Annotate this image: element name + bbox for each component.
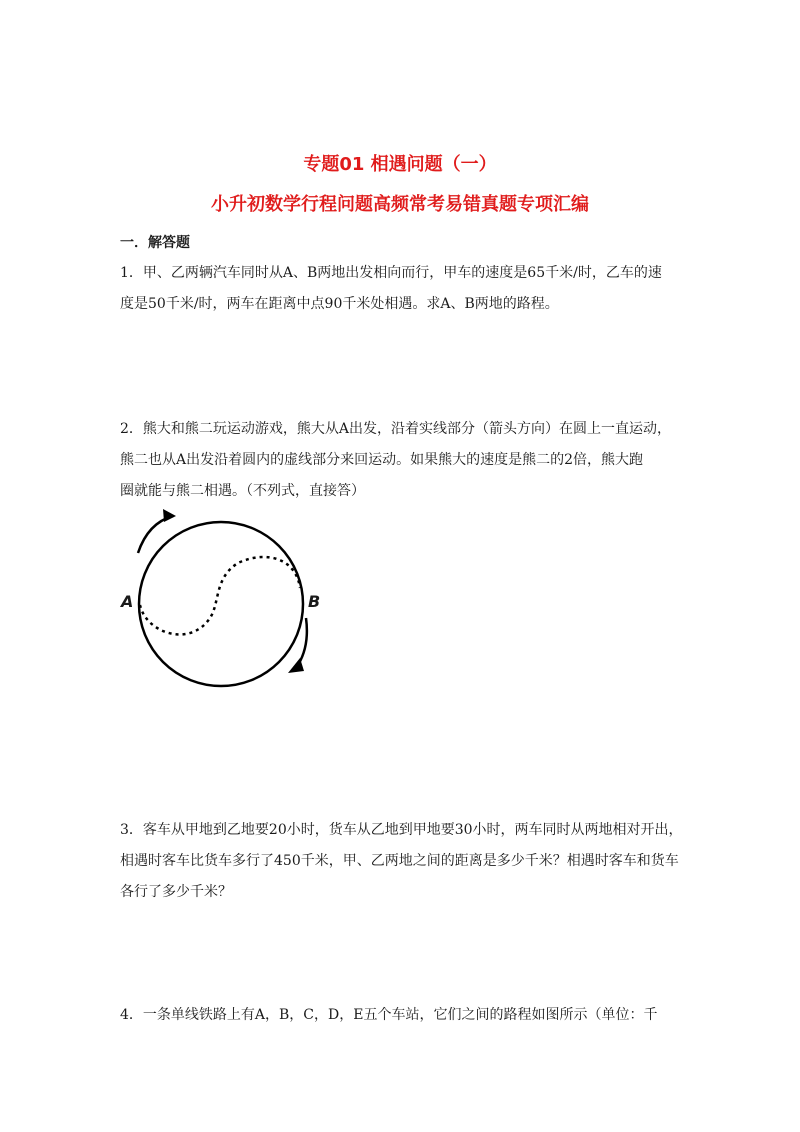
question-line: 相遇时客车比货车多行了450千米，甲、乙两地之间的距离是多少千米？相遇时客车和货车 [120, 853, 679, 869]
question-line: 1．甲、乙两辆汽车同时从A、B两地出发相向而行，甲车的速度是65千米/时，乙车的速 [120, 265, 662, 281]
question-line: 2．熊大和熊二玩运动游戏，熊大从A出发，沿着实线部分（箭头方向）在圆上一直运动， [120, 421, 672, 437]
circle-diagram-svg [118, 508, 328, 693]
question-line: 度是50千米/时，两车在距离中点90千米处相遇。求A、B两地的路程。 [120, 296, 559, 312]
bottom-arrow-arc [296, 618, 307, 668]
question-4 [120, 1000, 685, 1031]
page-title: 专题01 相遇问题（一） [303, 154, 497, 175]
top-arrow-arc [138, 516, 173, 553]
question-2 [120, 414, 685, 507]
label-a: A [121, 592, 134, 611]
question-line: 3．客车从甲地到乙地要20小时，货车从乙地到甲地要30小时，两车同时从两地相对开出， [120, 822, 683, 838]
question-line: 熊二也从A出发沿着圆内的虚线部分来回运动。如果熊大的速度是熊二的2倍，熊大跑 [120, 452, 644, 468]
top-arrow-head [163, 509, 176, 522]
dashed-path [140, 557, 300, 634]
question-1 [120, 258, 685, 320]
question-line: 4．一条单线铁路上有A，B，C，D，E五个车站，它们之间的路程如图所示（单位：千 [120, 1007, 658, 1023]
question-3 [120, 815, 685, 908]
section-heading: 一．解答题 [120, 235, 190, 251]
label-b: B [308, 592, 321, 611]
page-subtitle: 小升初数学行程问题高频常考易错真题专项汇编 [211, 194, 589, 215]
outer-circle [139, 522, 303, 686]
circle-diagram [118, 508, 328, 693]
question-line: 圈就能与熊二相遇。（不列式，直接答） [120, 483, 365, 499]
question-line: 各行了多少千米？ [120, 884, 232, 900]
